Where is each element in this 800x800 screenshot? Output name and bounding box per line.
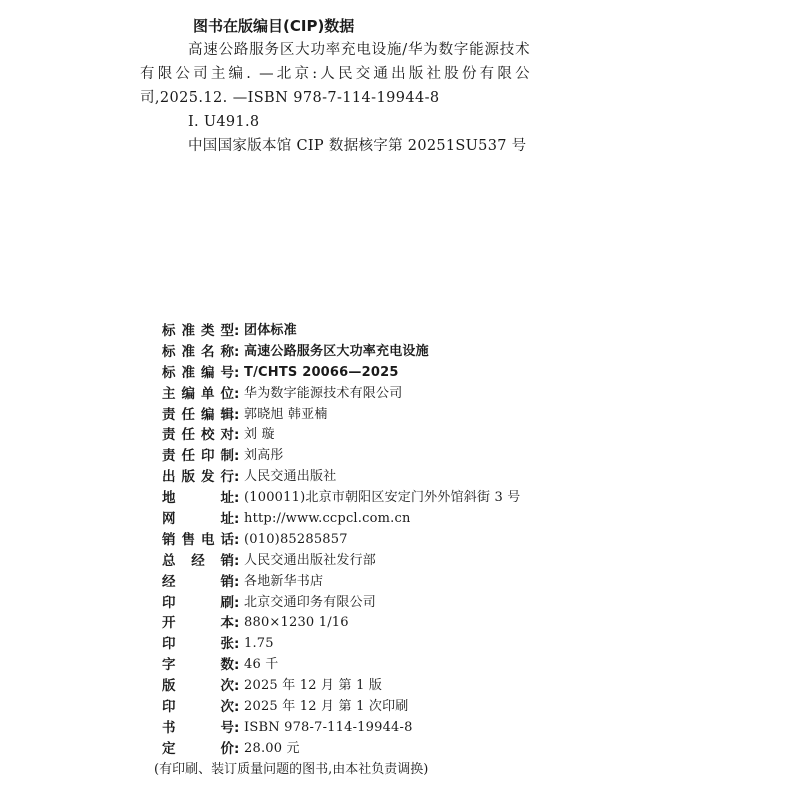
info-value: 880×1230 1/16: [244, 615, 349, 631]
info-value: http://www.ccpcl.com.cn: [244, 511, 411, 527]
info-row-printer: 印刷 : 北京交通印务有限公司: [150, 593, 670, 614]
info-label: 标准编号: [162, 364, 234, 381]
info-row-word-count: 字数 : 46 千: [150, 655, 670, 676]
info-row-standard-name: 标准名称 : 高速公路服务区大功率充电设施: [150, 342, 670, 363]
info-label: 责任印制: [162, 448, 234, 465]
publication-info-block: [150, 321, 670, 781]
info-row-print-supervisor: 责任印制 : 刘高彤: [150, 446, 670, 467]
info-label: 地址: [162, 490, 234, 507]
info-row-edition: 版次 : 2025 年 12 月 第 1 版: [150, 676, 670, 697]
info-value: 刘高彤: [244, 448, 284, 464]
info-row-website: 网址 : http://www.ccpcl.com.cn: [150, 509, 670, 530]
info-row-standard-type: 标准类型 : 团体标准: [150, 321, 670, 342]
info-value: 46 千: [244, 657, 279, 673]
info-row-standard-number: 标准编号 : T/CHTS 20066—2025: [150, 363, 670, 384]
info-label: 销售电话: [162, 531, 234, 548]
info-row-price: 定价 : 28.00 元: [150, 739, 670, 760]
info-label: 主编单位: [162, 385, 234, 402]
info-row-printed-sheets: 印张 : 1.75: [150, 634, 670, 655]
cip-data-block: [140, 14, 530, 158]
quality-note: (有印刷、装订质量问题的图书,由本社负责调换): [154, 761, 429, 777]
info-value: 各地新华书店: [244, 573, 324, 589]
info-row-proofreader: 责任校对 : 刘 璇: [150, 425, 670, 446]
info-value: 1.75: [244, 636, 274, 652]
info-label: 字数: [162, 657, 234, 674]
info-value: 北京交通印务有限公司: [244, 594, 377, 610]
info-label: 责任校对: [162, 427, 234, 444]
info-label: 标准名称: [162, 343, 234, 360]
info-row-distributor: 经销 : 各地新华书店: [150, 572, 670, 593]
cip-paragraph: 高速公路服务区大功率充电设施/华为数字能源技术有限公司主编. —北京:人民交通出版社股份有限公司,2025.12. —ISBN 978-7-114-19944-8: [140, 42, 530, 106]
info-row-sales-phone: 销售电话 : (010)85285857: [150, 530, 670, 551]
info-value: 2025 年 12 月 第 1 版: [244, 678, 383, 694]
info-label: 印次: [162, 699, 234, 716]
info-row-isbn: 书号 : ISBN 978-7-114-19944-8: [150, 718, 670, 739]
info-label: 网址: [162, 511, 234, 528]
info-value: 郭晓旭 韩亚楠: [244, 406, 328, 422]
info-row-general-distributor: 总经销 : 人民交通出版社发行部: [150, 551, 670, 572]
info-value: 高速公路服务区大功率充电设施: [244, 343, 429, 359]
info-label: 书号: [162, 719, 234, 736]
info-value: 人民交通出版社发行部: [244, 552, 377, 568]
cip-classification: Ⅰ. U491.8: [188, 114, 260, 130]
info-row-impression: 印次 : 2025 年 12 月 第 1 次印刷: [150, 697, 670, 718]
info-value: 刘 璇: [244, 427, 275, 443]
info-row-publisher: 出版发行 : 人民交通出版社: [150, 467, 670, 488]
cip-core-word: 中国国家版本馆 CIP 数据核字第 20251SU537 号: [188, 138, 527, 154]
info-label: 印张: [162, 636, 234, 653]
info-label: 经销: [162, 573, 234, 590]
info-label: 版次: [162, 678, 234, 695]
cip-title: 图书在版编目(CIP)数据: [193, 17, 355, 35]
info-label: 责任编辑: [162, 406, 234, 423]
info-label: 定价: [162, 740, 234, 757]
info-row-format: 开本 : 880×1230 1/16: [150, 613, 670, 634]
info-value: 华为数字能源技术有限公司: [244, 385, 403, 401]
info-value: ISBN 978-7-114-19944-8: [244, 719, 413, 735]
info-value: T/CHTS 20066—2025: [244, 364, 399, 380]
info-value: 2025 年 12 月 第 1 次印刷: [244, 699, 409, 715]
info-value: 团体标准: [244, 323, 297, 338]
info-value: 28.00 元: [244, 740, 300, 756]
info-label: 标准类型: [162, 323, 234, 339]
info-label: 出版发行: [162, 469, 234, 486]
info-label: 印刷: [162, 594, 234, 611]
info-value: (100011)北京市朝阳区安定门外外馆斜街 3 号: [244, 490, 521, 506]
info-value: 人民交通出版社: [244, 469, 337, 485]
info-label: 开本: [162, 615, 234, 632]
info-row-address: 地址 : (100011)北京市朝阳区安定门外外馆斜街 3 号: [150, 488, 670, 509]
info-value: (010)85285857: [244, 531, 348, 547]
info-label: 总经销: [162, 552, 234, 569]
info-row-chief-editor-unit: 主编单位 : 华为数字能源技术有限公司: [150, 384, 670, 405]
info-row-responsible-editor: 责任编辑 : 郭晓旭 韩亚楠: [150, 405, 670, 426]
